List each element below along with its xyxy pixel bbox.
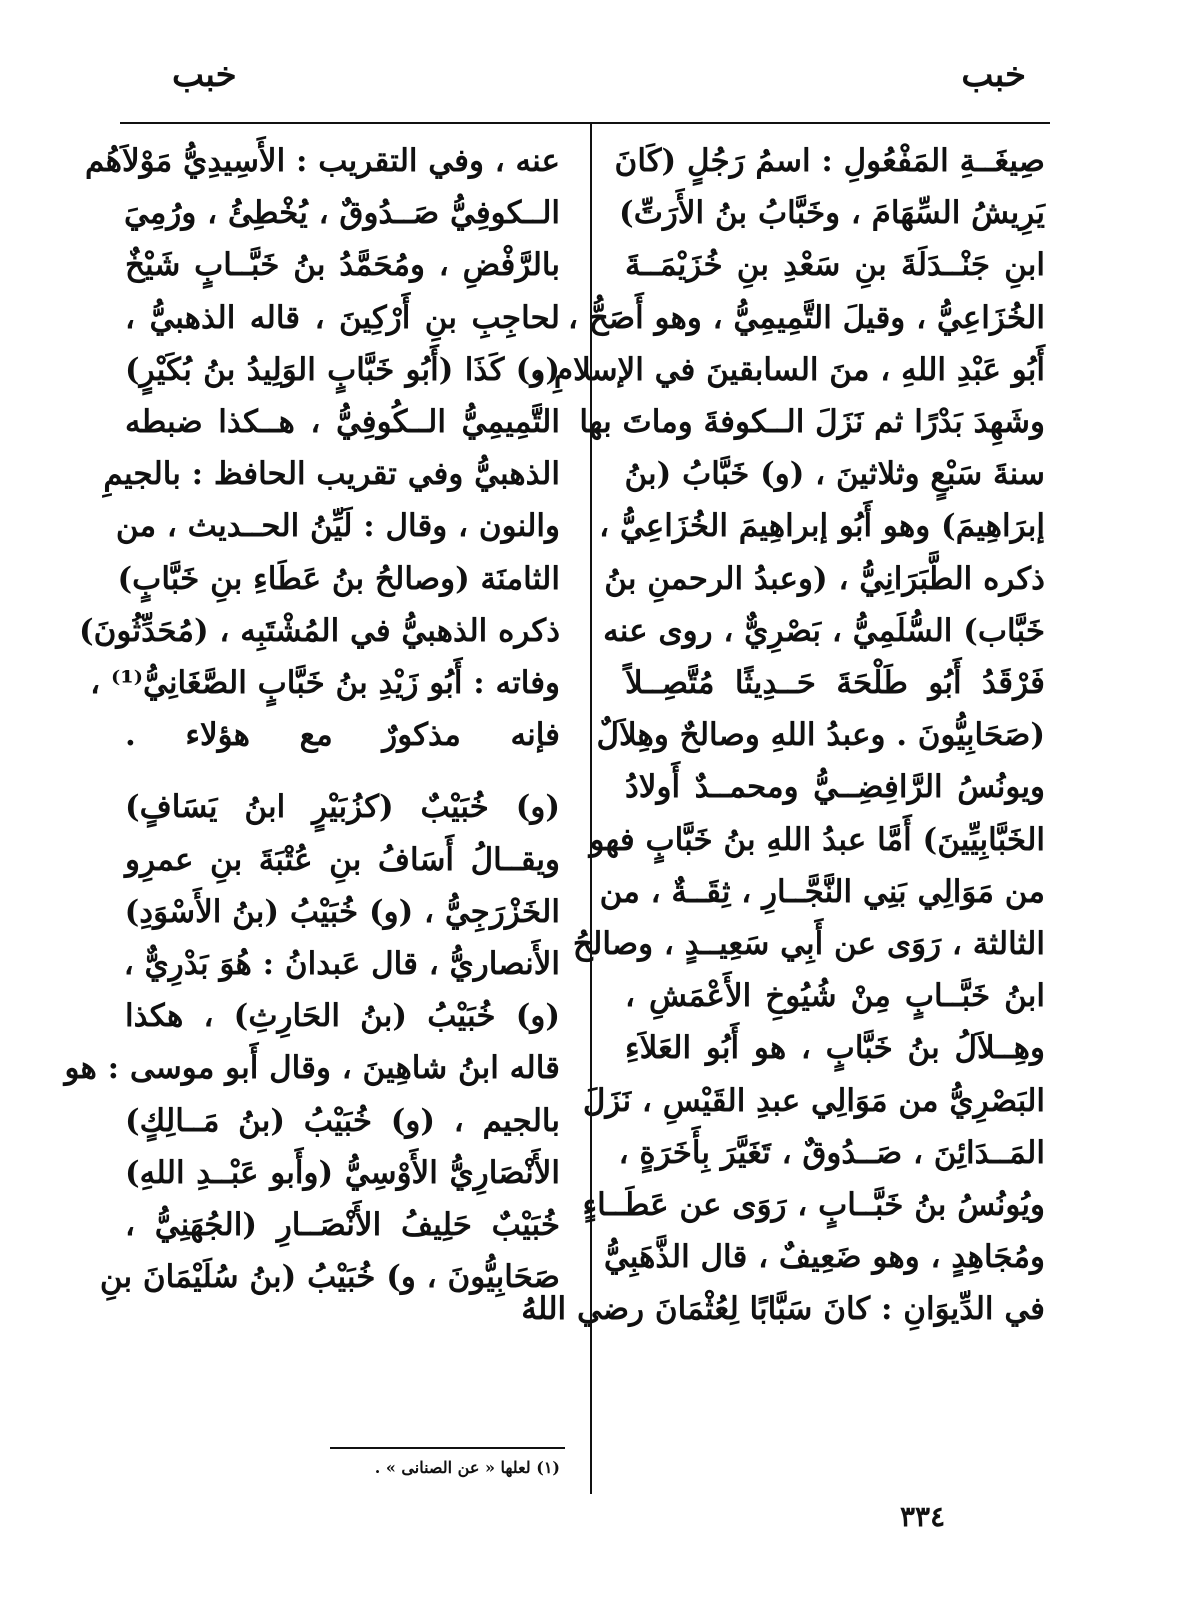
footnote-rule bbox=[330, 1447, 565, 1449]
text-line: الخَبَّابِيِّينَ) أَمَّا عبدُ اللهِ بنُ خَبَّابٍ فهو bbox=[589, 821, 1045, 858]
text-line: بالجيم ، (و) خُبَيْبُ (بنُ مَــالِكٍ) bbox=[125, 1102, 560, 1139]
footnote: (١) لعلها « عن الصنانى » . bbox=[374, 1458, 560, 1477]
text-line: خَبَّاب) السُّلَمِيُّ ، بَصْرِيٌّ ، روى عنه bbox=[603, 612, 1045, 649]
text-line: ويقــالُ أَسَافُ بنِ عُتْبَةَ بنِ عمرِو bbox=[125, 841, 560, 878]
text-line: أَبُو عَبْدِ اللهِ ، منَ السابقينَ في الإسلامِ ، bbox=[533, 351, 1045, 388]
text-line: الأَنْصَارِيُّ الأَوْسِيُّ (وأَبو عَبْــدِ اللهِ) bbox=[125, 1154, 560, 1191]
text-line: الأَنصاريُّ ، قال عَبدانُ : هُوَ بَدْرِيٌّ ، bbox=[123, 946, 560, 983]
left-column bbox=[64, 135, 560, 1303]
text-line: ابنُ خَبَّــابٍ مِنْ شُيُوخِ الأَعْمَشِ ، bbox=[625, 978, 1045, 1015]
text-line: (و) خُبَيْبٌ (كزُبَيْرٍ ابنُ يَسَافٍ) bbox=[125, 789, 560, 826]
text-line: عنه ، وفي التقريب : الأَسِيدِيُّ مَوْلاَهُم bbox=[84, 143, 560, 179]
text-line: ذكره الذهبيُّ في المُشْتَبِه ، (مُحَدِّثُونَ) bbox=[79, 612, 560, 649]
text-line: وفاته : أَبُو زَيْدِ بنُ خَبَّابٍ الصَّغَانِيُّ⁽¹⁾ ، bbox=[90, 665, 560, 702]
right-column bbox=[521, 135, 1045, 1336]
text-line: البَصْرِيُّ من مَوَالِي عبدِ القَيْسِ ، نَزَلَ bbox=[582, 1082, 1045, 1119]
text-line: ومُجَاهِدٍ ، وهو ضَعِيفٌ ، قال الذَّهَبِيُّ bbox=[603, 1239, 1045, 1276]
text-line: خُبَيْبٌ حَلِيفُ الأَنْصَــارِ (الجُهَنِيُّ ، bbox=[125, 1207, 560, 1244]
text-line: قاله ابنُ شاهِينَ ، وقال أَبو موسى : هو bbox=[64, 1050, 560, 1087]
text-line: الخَزْرَجِيُّ ، (و) خُبَيْبُ (بنُ الأَسْوَدِ) bbox=[124, 893, 560, 930]
header-word-right: خبب bbox=[961, 55, 1026, 95]
text-line: التَّمِيمِيُّ الــكُوفِيُّ ، هــكذا ضبطه bbox=[125, 404, 560, 441]
text-line: فإنه مذكورٌ مع هؤلاء . bbox=[125, 717, 560, 754]
text-line: (و) خُبَيْبُ (بنُ الحَارِثِ) ، هكذا bbox=[125, 998, 560, 1035]
text-line: الثالثة ، رَوَى عن أَبِي سَعِيــدٍ ، وصالحُ bbox=[572, 926, 1045, 963]
text-line: صِيغَــةِ المَفْعُولِ : اسمُ رَجُلٍ (كَانَ bbox=[614, 143, 1045, 179]
text-line: الثامنَة (وصالحُ بنُ عَطَاءِ بنِ خَبَّابٍ) bbox=[117, 560, 560, 597]
text-line: سنةَ سَبْعٍ وثلاثينَ ، (و) خَبَّابُ (بنُ bbox=[624, 456, 1045, 493]
text-line: ابنِ جَنْــدَلَةَ بنِ سَعْدِ بنِ خُزَيْمَــةَ bbox=[625, 247, 1045, 284]
text-line: في الدِّيوَانِ : كانَ سَبَّابًا لِعُثْمَانَ رضي اللهُ bbox=[521, 1291, 1045, 1328]
text-line: (و) كَذَا (أَبُو خَبَّابٍ الوَلِيدُ بنُ بُكَيْرٍ) bbox=[125, 351, 560, 388]
text-line: لحاجِبِ بنِ أَرْكِينَ ، قاله الذهبيُّ ، bbox=[125, 299, 560, 336]
paragraph-gap bbox=[125, 761, 560, 781]
page-header bbox=[120, 55, 1026, 105]
text-line: ويونُسُ الرَّافِضِــيُّ ومحمــدٌ أَولادُ bbox=[625, 769, 1045, 806]
text-line: الذهبيُّ وفي تقريب الحافظ : بالجيمِ bbox=[103, 456, 560, 493]
text-line: بالرَّفْضِ ، ومُحَمَّدُ بنُ خَبَّــابٍ شَيْخٌ bbox=[125, 247, 560, 284]
text-line: من مَوَالِي بَنِي النَّجَّــارِ ، ثِقَــةٌ ، من bbox=[599, 873, 1045, 910]
text-line: والنون ، وقال : لَيِّنُ الحــديث ، من bbox=[115, 508, 560, 545]
page-number: ٣٣٤ bbox=[900, 1500, 946, 1533]
text-line: إبرَاهِيمَ) وهو أَبُو إبراهِيمَ الخُزَاعِيُّ ، bbox=[599, 508, 1045, 545]
text-line: وهِــلاَلُ بنُ خَبَّابٍ ، هو أَبُو العَلاَءِ bbox=[625, 1030, 1045, 1067]
text-line: الــكوفِيُّ صَــدُوقٌ ، يُخْطِئُ ، ورُمِيَ bbox=[123, 195, 560, 232]
text-line: ذكره الطَّبَرَانِيُّ ، (وعبدُ الرحمنِ بنُ bbox=[604, 560, 1045, 597]
text-line: يَرِيشُ السِّهَامَ ، وخَبَّابُ بنُ الأَرَتِّ) bbox=[619, 195, 1045, 232]
text-line: (صَحَابِيُّونَ . وعبدُ اللهِ وصالحٌ وهِلاَلٌ bbox=[596, 717, 1045, 754]
text-line: ويُونُسُ بنُ خَبَّــابٍ ، رَوَى عن عَطَــاءٍ bbox=[582, 1187, 1045, 1224]
text-line: الخُزَاعِيُّ ، وقيلَ التَّمِيمِيُّ ، وهو أَصَحُّ ، bbox=[567, 299, 1045, 336]
text-line: فَرْقَدُ أَبُو طَلْحَةَ حَــدِيثًا مُتَّصِــلاً bbox=[625, 665, 1045, 702]
text-line: المَــدَائِنَ ، صَــدُوقٌ ، تَغَيَّرَ بِأَخَرَةٍ ، bbox=[618, 1134, 1045, 1171]
header-word-left: خبب bbox=[172, 55, 237, 95]
text-line: وشَهِدَ بَدْرًا ثم نَزَلَ الــكوفةَ وماتَ بها bbox=[579, 404, 1045, 441]
header-rule bbox=[120, 122, 1050, 124]
text-line: صَحَابِيُّونَ ، و) خُبَيْبُ (بنُ سُلَيْمَانَ بنِ bbox=[99, 1259, 560, 1296]
